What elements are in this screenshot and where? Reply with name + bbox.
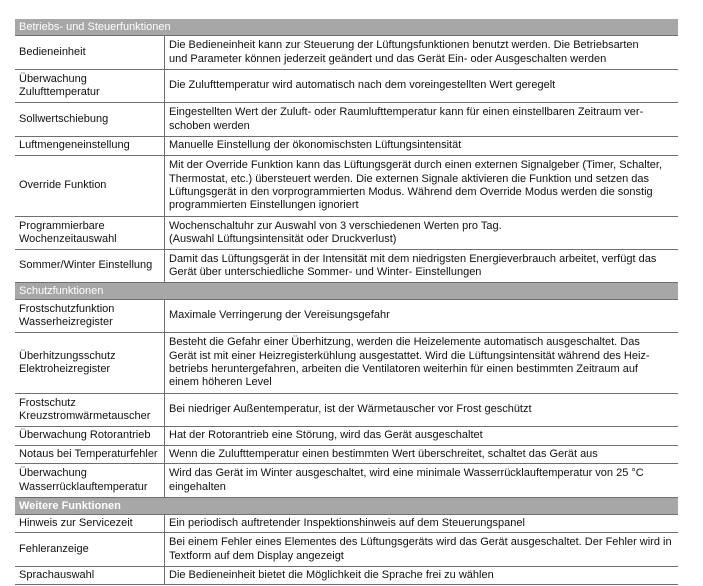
function-desc-cell: [165, 446, 678, 463]
table-row: [15, 137, 678, 156]
function-name-cell: [15, 70, 165, 102]
function-name: Override Funktion: [19, 179, 107, 192]
function-description: Besteht die Gefahr einer Überhitzung, werden die Heizelemente automatisch ausgeschaltet. Das Gerät ist mit einer Heizregisterkühlung ausgestattet. Wird die Lüftungsintensität während des Heiz- betriebs heruntergefahren, arbeiten die Ventilatoren weiterhin für einen bestimmten Zeitraum auf einem höheren Level: [169, 336, 650, 389]
function-name-cell: [15, 464, 165, 497]
function-name-cell: [15, 156, 165, 216]
function-name: Hinweis zur Servicezeit: [19, 516, 133, 529]
function-name-cell: [15, 446, 165, 463]
table-row: [15, 217, 678, 250]
function-description: Manuelle Einstellung der ökonomischsten Lüftungsintensität: [169, 139, 462, 152]
table-row: [15, 533, 678, 567]
function-name: Frostschutz Kreuzstromwärmetauscher: [19, 396, 151, 422]
function-name-cell: [15, 515, 165, 532]
function-name-cell: [15, 137, 165, 155]
function-name-cell: [15, 533, 165, 566]
table-row: [15, 156, 678, 217]
function-name: Notaus bei Temperaturfehler: [19, 447, 158, 460]
function-description: Maximale Verringerung der Vereisungsgefahr: [169, 309, 390, 322]
function-desc-cell: [165, 300, 678, 332]
function-name-cell: [15, 217, 165, 249]
function-desc-cell: [165, 70, 678, 102]
function-description: Bei niedriger Außentemperatur, ist der Wärmetauscher vor Frost geschützt: [169, 403, 532, 416]
table-row: [15, 394, 678, 427]
function-desc-cell: [165, 103, 678, 136]
functions-table: [15, 19, 678, 585]
table-row: [15, 70, 678, 103]
function-description: Bei einem Fehler eines Elementes des Lüftungsgeräts wird das Gerät ausgeschaltet. Der Fehler wird in Textform auf dem Display angezeigt: [169, 536, 672, 562]
function-desc-cell: [165, 217, 678, 249]
table-row: [15, 567, 678, 585]
table-row: [15, 446, 678, 464]
function-desc-cell: [165, 36, 678, 69]
function-desc-cell: [165, 333, 678, 393]
table-row: [15, 36, 678, 70]
function-description: Ein periodisch auftretender Inspektionshinweis auf dem Steuerungspanel: [169, 516, 525, 529]
function-name: Bedieneinheit: [19, 45, 86, 58]
function-name-cell: [15, 394, 165, 426]
function-desc-cell: [165, 137, 678, 155]
function-description: Eingestellten Wert der Zuluft- oder Raumlufttemperatur kann für einen einstellbaren Zeitraum ver- schoben werden: [169, 106, 644, 132]
function-name: Programmierbare Wochenzeitauswahl: [19, 219, 117, 245]
function-name: Luftmengeneinstellung: [19, 139, 130, 152]
function-desc-cell: [165, 533, 678, 566]
function-description: Wochenschaltuhr zur Auswahl von 3 verschiedenen Werten pro Tag. (Auswahl Lüftungsintensität oder Druckverlust): [169, 219, 502, 245]
function-description: Damit das Lüftungsgerät in der Intensität mit dem niedrigsten Energieverbrauch arbeitet, verfügt das Gerät über unterschiedliche Sommer- und Winter- Einstellungen: [169, 252, 657, 278]
function-name-cell: [15, 567, 165, 584]
function-name-cell: [15, 300, 165, 332]
function-description: Die Bedieneinheit bietet die Möglichkeit die Sprache frei zu wählen: [169, 568, 494, 581]
table-row: [15, 464, 678, 498]
function-description: Wenn die Zulufttemperatur einen bestimmten Wert überschreitet, schaltet das Gerät aus: [169, 447, 598, 460]
function-name: Frostschutzfunktion Wasserheizregister: [19, 302, 115, 328]
function-description: Hat der Rotorantrieb eine Störung, wird das Gerät ausgeschaltet: [169, 429, 483, 442]
function-name: Überwachung Wasserrücklauftemperatur: [19, 467, 148, 493]
function-name: Sommer/Winter Einstellung: [19, 259, 153, 272]
function-desc-cell: [165, 250, 678, 282]
function-name: Sprachauswahl: [19, 568, 95, 581]
function-name-cell: [15, 333, 165, 393]
function-name: Überwachung Zulufttemperatur: [19, 72, 100, 98]
function-desc-cell: [165, 515, 678, 532]
function-desc-cell: [165, 156, 678, 216]
table-row: [15, 300, 678, 333]
table-row: [15, 250, 678, 283]
table-row: [15, 103, 678, 137]
function-desc-cell: [165, 464, 678, 497]
section-header-operation: Betriebs- und Steuerfunktionen: [15, 19, 678, 36]
table-row: [15, 333, 678, 394]
function-name-cell: [15, 250, 165, 282]
function-name: Überwachung Rotorantrieb: [19, 429, 151, 442]
function-name: Fehleranzeige: [19, 542, 89, 555]
function-desc-cell: [165, 567, 678, 584]
function-description: Die Bedieneinheit kann zur Steuerung der Lüftungsfunktionen benutzt werden. Die Betriebsarten und Parameter können jederzeit geändert und das Gerät Ein- oder Ausgeschalten werden: [169, 39, 639, 65]
function-name-cell: [15, 427, 165, 445]
table-row: [15, 427, 678, 446]
function-description: Die Zulufttemperatur wird automatisch nach dem voreingestellten Wert geregelt: [169, 79, 556, 92]
function-name: Sollwertschiebung: [19, 112, 109, 125]
function-description: Mit der Override Funktion kann das Lüftungsgerät durch einen externen Signalgeber (Timer, Schalter, Thermostat, etc.) übersteuert werden. Die externen Signale aktivieren die Funktion und setzen das Lüftungsgerät in den vorprogrammierten Modus. Während dem Override Modus werden die sonstig programmierten Einstellungen ignoriert: [169, 159, 663, 212]
function-name-cell: [15, 103, 165, 136]
function-desc-cell: [165, 427, 678, 445]
function-name: Überhitzungsschutz Elektroheizregister: [19, 349, 116, 375]
section-header-protection: Schutzfunktionen: [15, 283, 678, 300]
function-desc-cell: [165, 394, 678, 426]
function-description: Wird das Gerät im Winter ausgeschaltet, wird eine minimale Wasserrücklauftemperatur von 25 °C eingehalten: [169, 467, 644, 493]
table-row: [15, 515, 678, 533]
function-name-cell: [15, 36, 165, 69]
section-header-further: Weitere Funktionen: [15, 498, 678, 515]
